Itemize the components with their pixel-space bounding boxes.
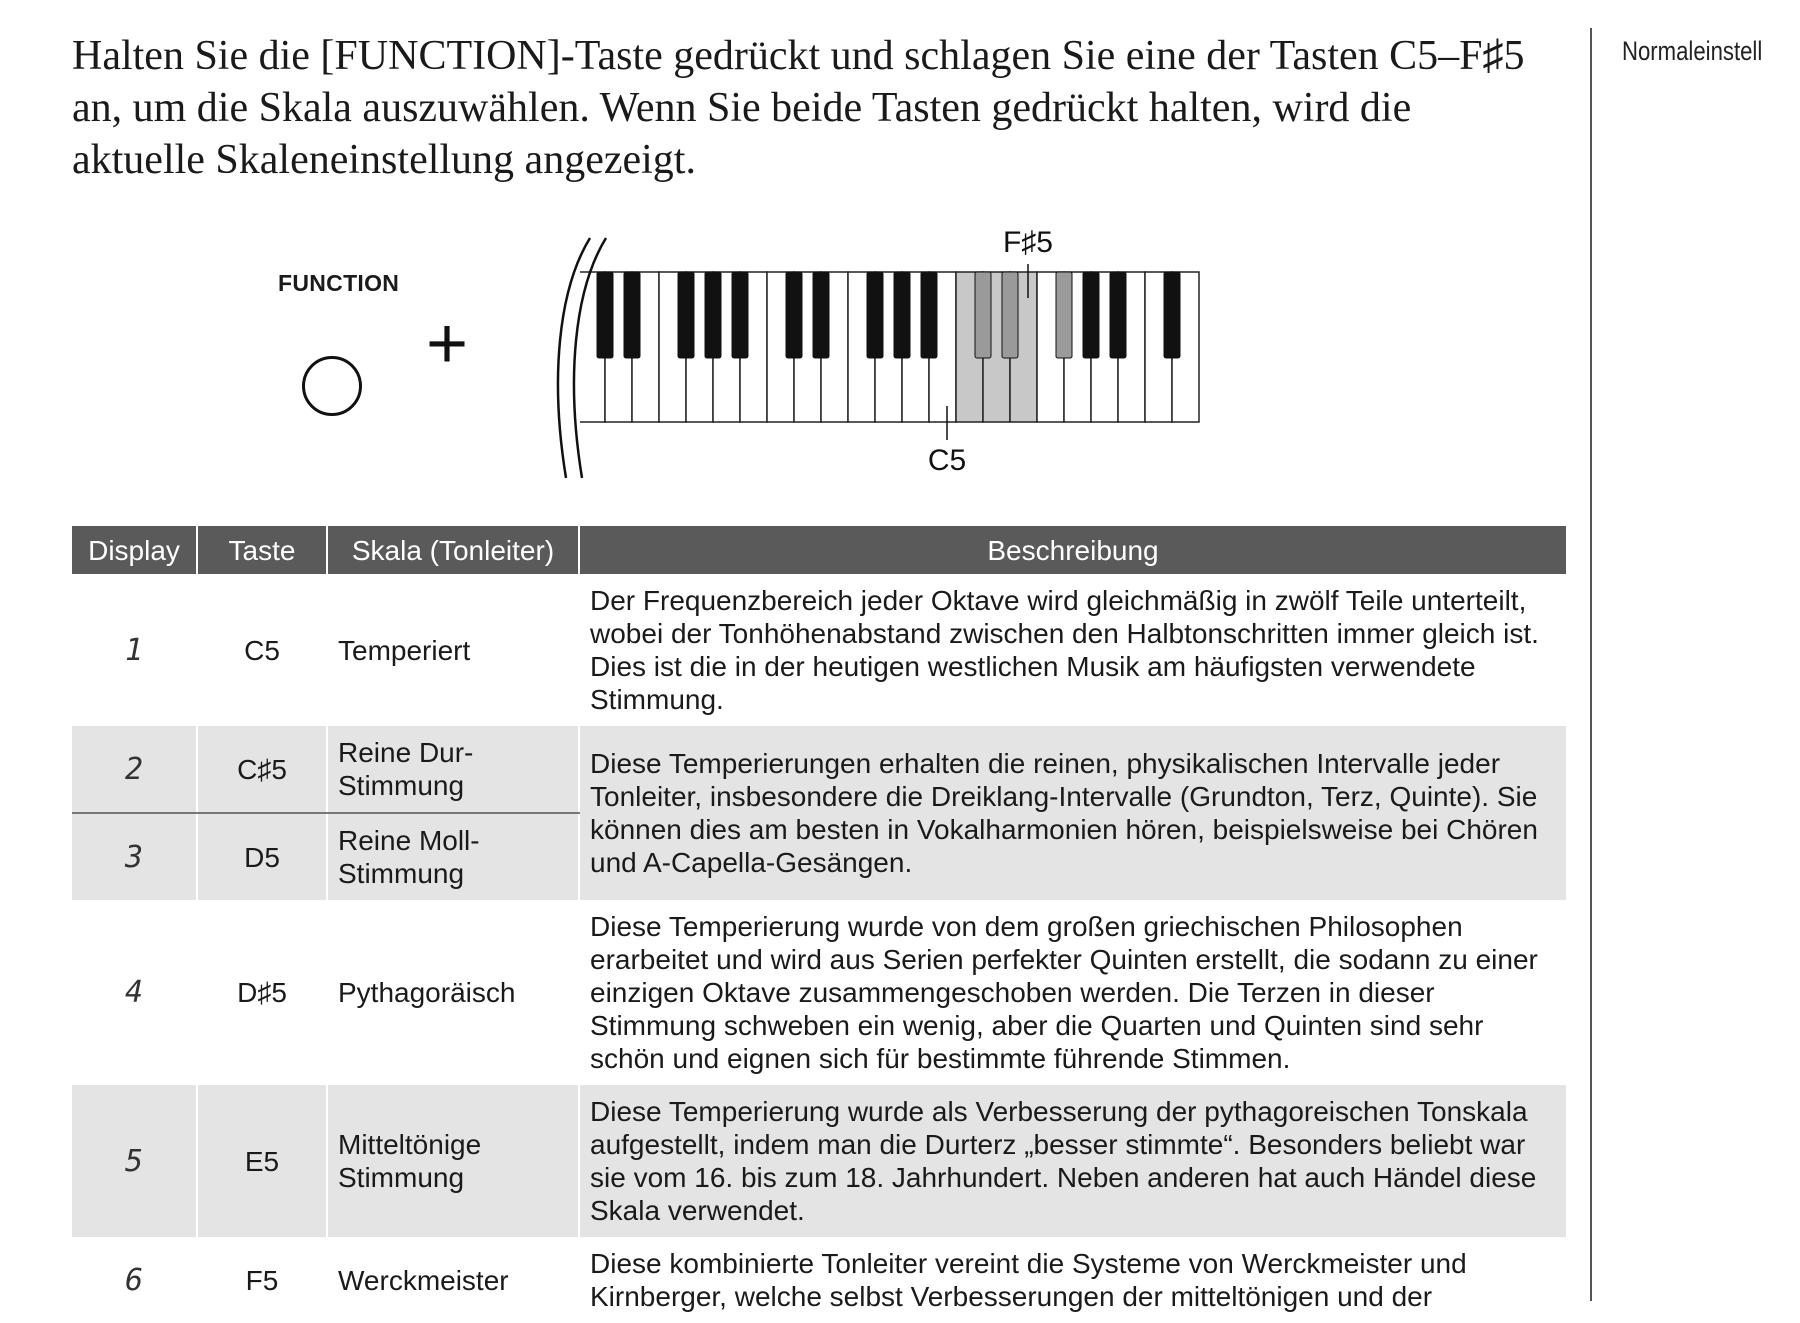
black-key	[597, 272, 613, 358]
intro-paragraph: Halten Sie die [FUNCTION]-Taste gedrückt und schlagen Sie eine der Tasten C5–F♯5 an, um die Skala auszuwählen. Wenn Sie beide Tasten gedrückt halten, wird die aktuelle Skaleneinstellung angezeigt.	[72, 33, 1525, 183]
table-header-row	[72, 526, 1566, 574]
table-row	[72, 574, 1566, 726]
key-value: D5	[197, 813, 327, 900]
scale-name: Werckmeister	[327, 1237, 579, 1323]
black-key	[975, 272, 991, 358]
black-key	[1002, 272, 1018, 358]
header-description: Beschreibung	[579, 526, 1566, 574]
black-key	[894, 272, 910, 358]
black-key	[1164, 272, 1180, 358]
key-value: D♯5	[197, 900, 327, 1085]
description: Der Frequenzbereich jeder Oktave wird gleichmäßig in zwölf Teile unterteilt, wobei der Tonhöhenabstand zwischen den Halbtonschritten immer gleich ist. Dies ist die in der heutigen westlichen Musik am häufigsten verwendete Stimmung.	[579, 574, 1566, 726]
function-label: FUNCTION	[278, 270, 400, 296]
header-key: Taste	[197, 526, 327, 574]
table-row	[72, 1237, 1566, 1323]
plus-icon: +	[426, 304, 469, 384]
margin-rule	[1590, 28, 1592, 1301]
black-key	[1110, 272, 1126, 358]
key-value: C♯5	[197, 726, 327, 813]
description: Diese Temperierung wurde von dem großen griechischen Philosophen erarbeitet und wird aus Serien perfekter Quinten erstellt, die sodann zu einer einzigen Oktave zusammengeschoben werden. Die Terzen in dieser Stimmung schweben ein wenig, aber die Quarten und Quinten sind sehr schön und eignen sich für bestimmte führende Stimmen.	[579, 900, 1566, 1085]
description: Diese Temperierungen erhalten die reinen, physikalischen Intervalle jeder Tonleiter, insbesondere die Dreiklang-Intervalle (Grundton, Terz, Quinte). Sie können dies am besten in Vokalharmonien hören, beispielsweise bei Chören und A-Capella-Gesängen.	[579, 726, 1566, 900]
display-value: 6	[124, 1262, 144, 1298]
f-sharp-5-label: F♯5	[1002, 230, 1054, 259]
display-value: 4	[124, 975, 144, 1010]
display-value: 5	[72, 1085, 197, 1237]
scale-name: Pythagoräisch	[327, 900, 579, 1085]
display-value: 1	[124, 632, 144, 668]
key-value: E5	[197, 1085, 327, 1237]
description: Diese Temperierung wurde als Verbesserung der pythagoreischen Tonskala aufgestellt, indem man die Durterz „besser stimmte“. Besonders beliebt war sie vom 16. bis zum 18. Jahrhundert. Neben anderen hat auch Händel diese Skala verwendet.	[579, 1085, 1566, 1237]
black-key	[732, 272, 748, 358]
black-key	[921, 272, 937, 358]
black-key	[813, 272, 829, 358]
scale-name: Mitteltönige Stimmung	[327, 1085, 579, 1237]
scale-table	[72, 526, 1566, 1323]
margin-note: Normaleinstell	[1622, 36, 1763, 66]
function-button-icon	[302, 356, 362, 416]
black-key	[705, 272, 721, 358]
header-display: Display	[72, 526, 197, 574]
piano-keyboard-illustration	[540, 230, 1300, 490]
black-key	[1083, 272, 1099, 358]
black-key	[786, 272, 802, 358]
c5-label: C5	[927, 444, 967, 477]
white-keys	[578, 272, 1199, 422]
table-row	[72, 1085, 1566, 1237]
scale-name: Reine Moll-Stimmung	[327, 813, 579, 900]
key-value: C5	[197, 574, 327, 726]
black-key	[867, 272, 883, 358]
scale-name: Reine Dur-Stimmung	[327, 726, 579, 813]
table-row	[72, 726, 1566, 813]
black-key	[678, 272, 694, 358]
scale-name: Temperiert	[327, 574, 579, 726]
display-value: 2	[72, 726, 197, 813]
key-value: F5	[197, 1237, 327, 1323]
description: Diese kombinierte Tonleiter vereint die Systeme von Werckmeister und Kirnberger, welche selbst Verbesserungen der mitteltönigen und der	[579, 1237, 1566, 1323]
black-key	[624, 272, 640, 358]
table-row	[72, 900, 1566, 1085]
black-key-f-sharp-5	[1056, 272, 1072, 358]
display-value: 3	[72, 813, 197, 900]
header-scale: Skala (Tonleiter)	[327, 526, 579, 574]
